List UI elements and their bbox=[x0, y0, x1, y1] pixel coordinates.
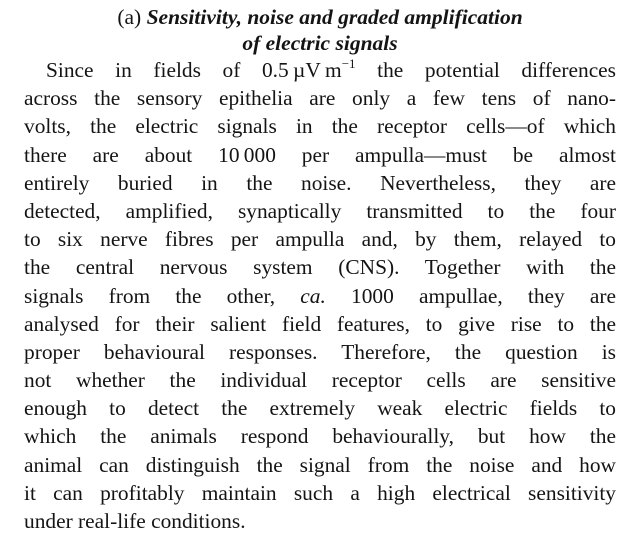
paragraph-line-4: there are about 10 000 per ampulla—must be almost bbox=[24, 142, 616, 167]
paragraph-line-11: proper behavioural responses. Therefore, the question is bbox=[24, 339, 616, 364]
paragraph-line-17: under real-life conditions. bbox=[24, 509, 246, 533]
paragraph-line-5: entirely buried in the noise. Nevertheless, they are bbox=[24, 170, 616, 195]
section-heading-line-2 bbox=[24, 30, 616, 56]
paragraph-line-1: Since in fields of 0.5 µV $m^{-1}$ the potential differences bbox=[46, 56, 617, 82]
body-paragraph bbox=[24, 56, 616, 535]
paragraph-line-6: detected, amplified, synaptically transmitted to the four bbox=[24, 198, 616, 223]
paragraph-line-9: signals from the other, ca. 1000 ampullae, they are bbox=[24, 283, 616, 308]
paragraph-line-7: to six nerve fibres per ampulla and, by them, relayed to bbox=[24, 227, 616, 252]
section-heading bbox=[24, 4, 616, 56]
paragraph-line-15: animal can distinguish the signal from the noise and how bbox=[24, 452, 616, 477]
paragraph-line-14: which the animals respond behaviourally, but how the bbox=[24, 424, 616, 449]
paragraph-line-12: not whether the individual receptor cells are sensitive bbox=[24, 368, 616, 393]
section-title-part-1: Sensitivity, noise and graded amplification bbox=[146, 5, 523, 29]
paragraph-line-3: volts, the electric signals in the receptor cells—of which bbox=[24, 114, 616, 139]
section-heading-line-1 bbox=[24, 4, 616, 30]
paragraph-line-16: it can profitably maintain such a high electrical sensitivity bbox=[24, 480, 616, 505]
page bbox=[24, 4, 616, 535]
paragraph-line-8: the central nervous system (CNS). Together with the bbox=[24, 255, 616, 280]
italic-abbreviation: ca. bbox=[300, 283, 326, 308]
superscript: −1 bbox=[341, 56, 356, 71]
paragraph-line-13: enough to detect the extremely weak electric fields to bbox=[24, 396, 616, 421]
section-title-part-2: of electric signals bbox=[242, 31, 398, 55]
paragraph-line-2: across the sensory epithelia are only a few tens of nano- bbox=[24, 86, 616, 111]
section-label: (a) bbox=[117, 5, 142, 29]
paragraph-line-10: analysed for their salient field features, to give rise to the bbox=[24, 311, 616, 336]
